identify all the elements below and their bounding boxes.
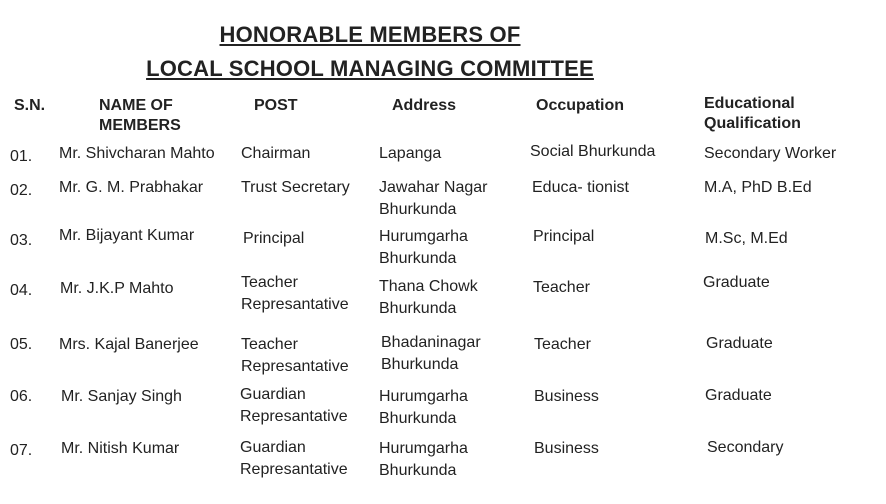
row-post-line-1: Teacher <box>241 274 298 291</box>
row-address <box>379 226 468 270</box>
row-post <box>241 334 349 378</box>
row-education: Graduate <box>705 387 772 404</box>
header-education <box>704 94 801 134</box>
row-occupation: Business <box>534 440 599 457</box>
row-post-line-2: Represantative <box>241 358 349 375</box>
row-occupation: Social Bhurkunda <box>530 143 656 160</box>
row-address <box>379 143 441 165</box>
row-education: Secondary <box>707 439 784 456</box>
row-address <box>381 332 481 376</box>
row-post-line-1: Chairman <box>241 145 311 162</box>
row-post-line-1: Guardian <box>240 386 306 403</box>
row-address <box>379 177 488 221</box>
row-address-line-2: Bhurkunda <box>379 300 457 317</box>
row-sn: 03. <box>10 232 33 249</box>
header-post: POST <box>254 97 298 114</box>
header-name-line-1: NAME OF <box>99 97 173 114</box>
row-address-line-2: Bhurkunda <box>379 201 457 218</box>
row-post <box>240 437 348 481</box>
row-post-line-1: Teacher <box>241 336 298 353</box>
row-post <box>241 143 310 165</box>
row-address-line-2: Bhurkunda <box>379 462 457 479</box>
row-education: Secondary Worker <box>704 145 837 162</box>
row-address-line-1: Thana Chowk <box>379 278 478 295</box>
row-post-line-1: Trust Secretary <box>241 179 350 196</box>
row-name: Mr. Sanjay Singh <box>61 388 182 405</box>
row-address-line-1: Hurumgarha <box>379 228 468 245</box>
row-address-line-1: Lapanga <box>379 145 442 162</box>
row-address-line-1: Jawahar Nagar <box>379 179 488 196</box>
header-occupation: Occupation <box>536 97 625 114</box>
row-sn: 06. <box>10 388 33 405</box>
row-name: Mr. Nitish Kumar <box>61 440 180 457</box>
row-post-line-2: Represantative <box>240 461 348 478</box>
row-address-line-1: Hurumgarha <box>379 388 468 405</box>
header-address: Address <box>392 97 457 114</box>
page-title-line-1: HONORABLE MEMBERS OF <box>219 22 521 47</box>
row-sn: 01. <box>10 148 33 165</box>
row-name: Mr. G. M. Prabhakar <box>59 179 204 196</box>
row-address-line-1: Hurumgarha <box>379 440 468 457</box>
row-education: M.A, PhD B.Ed <box>704 179 812 196</box>
row-address <box>379 386 468 430</box>
row-education: Graduate <box>706 335 773 352</box>
row-sn: 07. <box>10 442 33 459</box>
row-sn: 02. <box>10 182 33 199</box>
row-sn: 04. <box>10 282 33 299</box>
row-post-line-2: Represantative <box>240 408 348 425</box>
header-education-line-1: Educational <box>704 95 795 112</box>
row-post <box>240 384 348 428</box>
row-occupation: Business <box>534 388 599 405</box>
row-post <box>241 177 350 199</box>
header-name <box>99 96 181 136</box>
row-name: Mr. Bijayant Kumar <box>59 227 195 244</box>
row-post <box>243 228 304 250</box>
row-name: Mrs. Kajal Banerjee <box>59 336 199 353</box>
row-address-line-1: Bhadaninagar <box>381 334 481 351</box>
row-occupation: Teacher <box>533 279 590 296</box>
row-post <box>241 272 349 316</box>
row-name: Mr. Shivcharan Mahto <box>59 145 215 162</box>
row-occupation: Principal <box>533 228 595 245</box>
row-sn: 05. <box>10 336 33 353</box>
header-education-line-2: Qualification <box>704 115 801 132</box>
row-post-line-1: Guardian <box>240 439 306 456</box>
row-occupation: Teacher <box>534 336 591 353</box>
row-address-line-2: Bhurkunda <box>381 356 459 373</box>
row-address <box>379 276 478 320</box>
row-education: M.Sc, M.Ed <box>705 230 788 247</box>
header-name-line-2: MEMBERS <box>99 117 181 134</box>
row-occupation: Educa- tionist <box>532 179 629 196</box>
row-post-line-2: Represantative <box>241 296 349 313</box>
row-address-line-2: Bhurkunda <box>379 410 457 427</box>
row-post-line-1: Principal <box>243 230 305 247</box>
page-title-line-2: LOCAL SCHOOL MANAGING COMMITTEE <box>146 56 594 81</box>
row-address-line-2: Bhurkunda <box>379 250 457 267</box>
header-sn: S.N. <box>14 97 46 114</box>
row-address <box>379 438 468 482</box>
row-name: Mr. J.K.P Mahto <box>60 280 174 297</box>
row-education: Graduate <box>703 274 770 291</box>
